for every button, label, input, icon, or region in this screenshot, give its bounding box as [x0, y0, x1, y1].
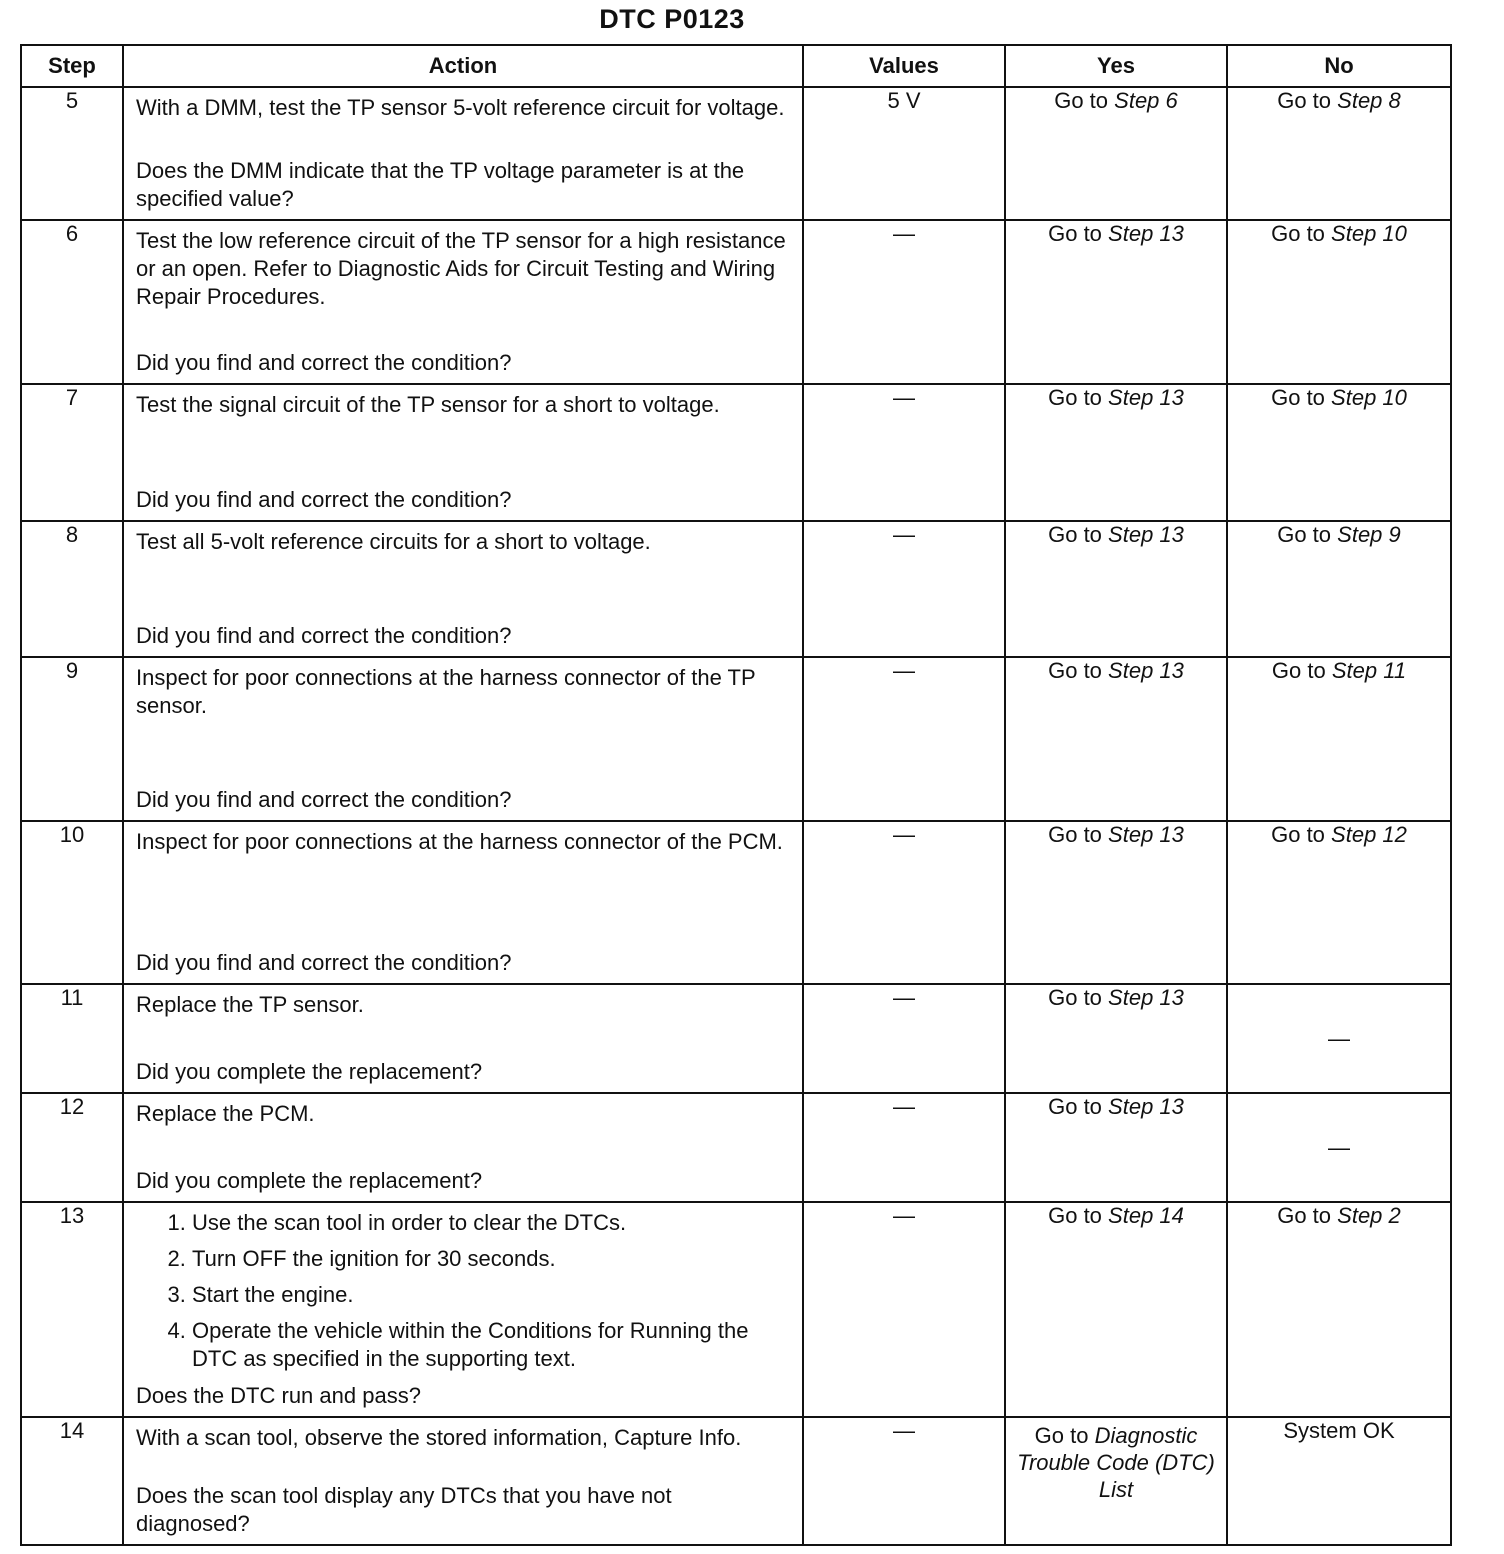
yes-link[interactable]: Go to Step 13	[1048, 822, 1184, 847]
header-no: No	[1227, 45, 1451, 87]
no-cell: —	[1227, 1093, 1451, 1202]
dtc-list-link[interactable]: Go to Diagnostic Trouble Code (DTC) List	[1017, 1423, 1215, 1502]
table-row	[21, 1202, 1451, 1417]
yes-cell	[1005, 984, 1227, 1093]
table-row	[21, 1093, 1451, 1202]
action-question: Did you find and correct the condition?	[136, 950, 512, 975]
yes-link[interactable]: Go to Step 13	[1048, 522, 1184, 547]
action-cell	[123, 521, 803, 657]
yes-link[interactable]: Go to Step 13	[1048, 385, 1184, 410]
step-number: 12	[21, 1093, 123, 1202]
step-number: 11	[21, 984, 123, 1093]
action-question: Did you find and correct the condition?	[136, 487, 512, 512]
header-yes: Yes	[1005, 45, 1227, 87]
values-cell: —	[803, 984, 1005, 1093]
no-cell	[1227, 521, 1451, 657]
no-link[interactable]: Go to Step 12	[1271, 822, 1407, 847]
yes-cell	[1005, 220, 1227, 384]
table-row	[21, 87, 1451, 220]
values-cell: —	[803, 657, 1005, 821]
yes-link[interactable]: Go to Step 13	[1048, 985, 1184, 1010]
step-number: 9	[21, 657, 123, 821]
header-action: Action	[123, 45, 803, 87]
action-instruction: Inspect for poor connections at the harness connector of the TP sensor.	[136, 665, 756, 718]
no-link[interactable]: Go to Step 10	[1271, 385, 1407, 410]
action-instruction: With a scan tool, observe the stored information, Capture Info.	[136, 1425, 742, 1450]
no-link[interactable]: Go to Step 2	[1277, 1203, 1401, 1228]
step-number: 8	[21, 521, 123, 657]
action-instruction: Inspect for poor connections at the harness connector of the PCM.	[136, 829, 783, 854]
values-cell: —	[803, 1417, 1005, 1545]
list-item: 1. Use the scan tool in order to clear the DTCs.	[192, 1209, 790, 1237]
system-ok-text: System OK	[1283, 1418, 1395, 1443]
yes-link[interactable]: Go to Step 6	[1054, 88, 1178, 113]
values-cell: —	[803, 1093, 1005, 1202]
table-row	[21, 220, 1451, 384]
no-link[interactable]: Go to Step 9	[1277, 522, 1401, 547]
no-cell	[1227, 87, 1451, 220]
page-title: DTC P0123	[599, 4, 745, 34]
table-row	[21, 521, 1451, 657]
action-cell	[123, 657, 803, 821]
table-row	[21, 821, 1451, 984]
action-question: Does the DMM indicate that the TP voltage parameter is at the specified value?	[136, 158, 745, 211]
table-row	[21, 984, 1451, 1093]
action-instruction: Test the low reference circuit of the TP sensor for a high resistance or an open. Refer to Diagnostic Aids for Circuit Testing and Wiring Repair Procedures.	[136, 228, 786, 309]
action-instruction: Replace the TP sensor.	[136, 992, 364, 1017]
step-number: 13	[21, 1202, 123, 1417]
action-instruction: Test all 5-volt reference circuits for a short to voltage.	[136, 529, 651, 554]
action-cell	[123, 821, 803, 984]
action-question: Did you complete the replacement?	[136, 1059, 483, 1084]
list-item: 2. Turn OFF the ignition for 30 seconds.	[192, 1245, 790, 1273]
action-instruction: Test the signal circuit of the TP sensor for a short to voltage.	[136, 392, 720, 417]
action-cell	[123, 220, 803, 384]
yes-cell	[1005, 1202, 1227, 1417]
header-step: Step	[21, 45, 123, 87]
action-instruction: With a DMM, test the TP sensor 5-volt reference circuit for voltage.	[136, 95, 785, 120]
no-cell	[1227, 1202, 1451, 1417]
table-row	[21, 1417, 1451, 1545]
yes-link[interactable]: Go to Step 13	[1048, 221, 1184, 246]
action-question: Does the scan tool display any DTCs that you have not diagnosed?	[136, 1483, 672, 1536]
yes-link[interactable]: Go to Step 13	[1048, 658, 1184, 683]
no-link[interactable]: Go to Step 8	[1277, 88, 1401, 113]
action-cell	[123, 1202, 803, 1417]
no-cell	[1227, 220, 1451, 384]
step-number: 14	[21, 1417, 123, 1545]
yes-link[interactable]: Go to Step 14	[1048, 1203, 1184, 1228]
action-cell	[123, 1417, 803, 1545]
step-number: 10	[21, 821, 123, 984]
action-question: Does the DTC run and pass?	[136, 1383, 421, 1408]
table-row	[21, 384, 1451, 521]
yes-cell	[1005, 521, 1227, 657]
header-values: Values	[803, 45, 1005, 87]
action-cell	[123, 87, 803, 220]
yes-cell	[1005, 87, 1227, 220]
step-number: 5	[21, 87, 123, 220]
action-cell	[123, 1093, 803, 1202]
values-cell: —	[803, 521, 1005, 657]
yes-cell	[1005, 657, 1227, 821]
action-cell	[123, 984, 803, 1093]
values-cell: —	[803, 1202, 1005, 1417]
no-cell: —	[1227, 984, 1451, 1093]
dtc-table	[20, 44, 1452, 1546]
action-instruction: Replace the PCM.	[136, 1101, 315, 1126]
no-cell	[1227, 821, 1451, 984]
action-question: Did you find and correct the condition?	[136, 350, 512, 375]
yes-cell	[1005, 384, 1227, 521]
yes-cell	[1005, 821, 1227, 984]
action-question: Did you complete the replacement?	[136, 1168, 483, 1193]
no-cell	[1227, 1417, 1451, 1545]
table-row	[21, 657, 1451, 821]
action-question: Did you find and correct the condition?	[136, 623, 512, 648]
values-cell: —	[803, 821, 1005, 984]
values-cell: 5 V	[803, 87, 1005, 220]
list-item: 4. Operate the vehicle within the Conditions for Running the DTC as specified in the supporting text.	[192, 1317, 790, 1373]
no-cell	[1227, 384, 1451, 521]
action-steps-list	[136, 1209, 790, 1373]
header-row	[21, 45, 1451, 87]
action-question: Did you find and correct the condition?	[136, 787, 512, 812]
yes-cell	[1005, 1093, 1227, 1202]
step-number: 6	[21, 220, 123, 384]
step-number: 7	[21, 384, 123, 521]
no-cell	[1227, 657, 1451, 821]
no-link[interactable]: Go to Step 11	[1271, 658, 1407, 683]
values-cell: —	[803, 220, 1005, 384]
action-cell	[123, 384, 803, 521]
list-item: 3. Start the engine.	[192, 1281, 790, 1309]
yes-link[interactable]: Go to Step 13	[1048, 1094, 1184, 1119]
no-link[interactable]: Go to Step 10	[1271, 221, 1407, 246]
yes-cell	[1005, 1417, 1227, 1545]
values-cell: —	[803, 384, 1005, 521]
